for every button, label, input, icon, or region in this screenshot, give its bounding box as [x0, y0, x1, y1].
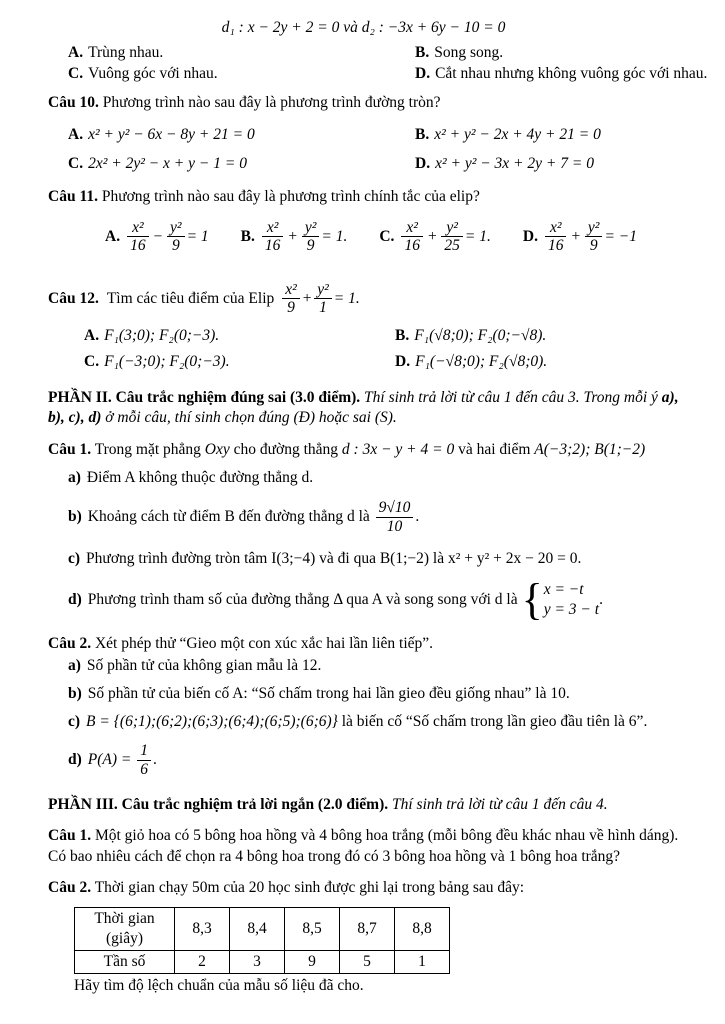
fraction [282, 281, 300, 318]
operator: + [287, 227, 298, 245]
denominator: 25 [444, 237, 460, 255]
option-d [415, 64, 707, 84]
part-2-instructions: Thí sinh trả lời từ câu 1 đến câu 3. Trong mỗi ý [360, 388, 662, 406]
option-letter: A. [68, 125, 84, 143]
part-2-question-2-item-c [48, 712, 679, 732]
question-label: Câu 12. [48, 289, 99, 307]
fraction [262, 219, 284, 256]
numerator: x² [262, 219, 284, 238]
system-lines [544, 580, 599, 619]
part-2-question-1-item-c [48, 549, 679, 569]
operator: − [152, 227, 164, 245]
part-3-heading [48, 795, 679, 815]
option-a [68, 125, 415, 145]
option-c [84, 352, 395, 372]
part-2-question-1-item-b [48, 496, 679, 540]
option-letter: B. [415, 44, 430, 62]
item-label: d) [68, 590, 82, 608]
option-a [84, 326, 395, 346]
option-letter: C. [379, 227, 395, 245]
question-9-options-row-2 [48, 64, 708, 84]
numerator: x² [401, 219, 423, 238]
part-2-question-2-item-a [48, 656, 679, 676]
option-text: Trùng nhau. [88, 44, 164, 62]
part-2-question-1-item-d [48, 576, 679, 624]
question-10-options-row-1 [48, 125, 679, 145]
option-c [68, 64, 415, 84]
denominator: 16 [130, 237, 146, 255]
numerator: y² [441, 219, 463, 238]
question-text: Trong mặt phẳng [94, 441, 205, 459]
option-math: F₁(3;0); F₂(0;−3). [104, 326, 220, 344]
part-2-title: PHẦN II. Câu trắc nghiệm đúng sai (3.0 điểm). [48, 388, 361, 406]
question-9-equations: d₁ : x − 2y + 2 = 0 và d₂ : −3x + 6y − 10 = 0 [221, 19, 506, 36]
numerator: 1 [137, 742, 151, 761]
equals: = 1. [333, 289, 360, 307]
equals: = 1 [186, 227, 209, 245]
question-text: Một giỏ hoa có 5 bông hoa hồng và 4 bông hoa trắng (mỗi bông đều khác nhau về hình dáng). Có bao nhiêu cách để chọn ra 4 bông hoa trong đó có 3 bông hoa hồng và 1 bông hoa trắng? [48, 827, 679, 865]
operator: + [301, 289, 313, 307]
denominator: 1 [319, 299, 327, 317]
numerator: x² [545, 219, 567, 238]
equals: = 1. [321, 227, 348, 245]
numerator: x² [282, 281, 300, 300]
table-cell: 9 [285, 951, 340, 974]
left-brace: { [521, 575, 543, 625]
question-text: cho đường thẳng [229, 441, 342, 459]
option-text: Song song. [434, 44, 504, 62]
question-2-footer: Hãy tìm độ lệch chuẩn của mẫu số liệu đã cho. [74, 977, 364, 995]
question-label: Câu 2. [48, 634, 92, 652]
part-2-question-1 [48, 440, 679, 460]
item-text-end: . [153, 751, 157, 769]
option-c [68, 154, 415, 174]
option-letter: C. [84, 352, 100, 370]
denominator: 9 [287, 299, 295, 317]
option-b [241, 219, 348, 256]
part-2-instructions-2: ở mỗi câu, thí sinh chọn đúng (Đ) hoặc sai (S). [101, 409, 397, 427]
part-2-question-2-item-d [48, 739, 679, 781]
numerator: y² [167, 219, 185, 238]
option-b [395, 326, 679, 346]
item-label: a) [68, 656, 81, 674]
option-math: F₁(−√8;0); F₂(√8;0). [415, 352, 548, 370]
question-label: Câu 2. [48, 878, 92, 896]
denominator: 9 [171, 237, 180, 255]
option-letter: B. [395, 326, 410, 344]
denominator: 16 [264, 237, 281, 255]
denominator: 6 [140, 760, 149, 778]
item-text-end: . [415, 508, 420, 526]
table-cell-header: Thời gian (giây) [75, 907, 175, 950]
table-cell: 3 [230, 951, 285, 974]
option-letter: D. [415, 154, 431, 172]
item-label: b) [68, 508, 82, 526]
table-row-frequency [75, 951, 450, 974]
denominator: 9 [306, 237, 315, 255]
part-2-question-1-item-a [48, 468, 679, 488]
equals: = 1. [464, 227, 491, 245]
option-text: Vuông góc với nhau. [88, 65, 218, 83]
item-label: d) [68, 751, 82, 769]
option-c [379, 219, 491, 256]
option-a [105, 219, 209, 256]
item-text-end: . [599, 590, 603, 608]
numerator: 9√10 [376, 499, 414, 518]
option-letter: C. [68, 154, 84, 172]
question-label: Câu 1. [48, 827, 92, 845]
fraction [401, 219, 423, 256]
item-label: a) [68, 469, 81, 487]
option-letter: D. [415, 65, 431, 83]
item-text: là biến cố “Số chấm trong lần gieo đầu tiên là 6”. [337, 713, 648, 731]
part-2-question-2 [48, 634, 679, 654]
math-text: Oxy [204, 441, 230, 459]
table-cell: 8,8 [395, 907, 450, 950]
numerator: y² [585, 219, 603, 238]
item-text: Khoảng cách từ điểm B đến đường thẳng d là [87, 508, 370, 526]
question-label: Câu 11. [48, 187, 98, 205]
part-3-instructions: Thí sinh trả lời từ câu 1 đến câu 4. [388, 796, 608, 814]
table-cell-header: Tần số [75, 951, 175, 974]
part-2-item-letters: a), b), c), d) [48, 388, 679, 427]
option-letter: D. [522, 227, 538, 245]
item-text: Phương trình tham số của đường thẳng Δ qua A và song song với d là [87, 590, 518, 608]
system-line-2: y = 3 − t [543, 600, 600, 618]
fraction [545, 219, 567, 256]
question-12-options-row-1 [48, 323, 679, 349]
option-text: Cắt nhau nhưng không vuông góc với nhau. [435, 65, 708, 83]
item-text: Điểm A không thuộc đường thẳng d. [86, 469, 314, 487]
numerator: y² [314, 281, 332, 300]
option-d [523, 219, 637, 256]
question-12 [48, 277, 679, 321]
equals: = −1 [604, 227, 637, 245]
option-letter: A. [84, 326, 100, 344]
operator: + [426, 227, 438, 245]
option-d [415, 154, 679, 174]
option-letter: A. [68, 44, 84, 62]
fraction [137, 742, 151, 779]
question-text: Thời gian chạy 50m của 20 học sinh được ghi lại trong bảng sau đây: [94, 878, 525, 896]
fraction [167, 219, 185, 256]
question-label: Câu 1. [48, 441, 92, 459]
option-d [395, 352, 679, 372]
part-3-title: PHẦN III. Câu trắc nghiệm trả lời ngắn (2.0 điểm). [48, 796, 389, 814]
fraction [314, 281, 332, 318]
option-math: F₁(−3;0); F₂(0;−3). [104, 352, 230, 370]
math-text: d : 3x − y + 4 = 0 [341, 441, 455, 459]
denominator: 16 [404, 237, 420, 255]
option-letter: B. [415, 125, 430, 143]
option-math: x² + y² − 6x − 8y + 21 = 0 [88, 125, 255, 143]
part-3-question-1 [48, 826, 679, 866]
fraction [441, 219, 463, 256]
question-10-options-row-2 [48, 154, 679, 174]
table-cell: 5 [340, 951, 395, 974]
option-math: 2x² + 2y² − x + y − 1 = 0 [88, 154, 247, 172]
option-b [415, 125, 679, 145]
part-3-question-2 [48, 878, 679, 898]
numerator: x² [127, 219, 149, 238]
table-row-time [75, 907, 450, 950]
question-12-options-row-2 [48, 349, 679, 375]
fraction [127, 219, 149, 256]
math-text: P(A) = [87, 751, 132, 769]
option-letter: B. [240, 227, 255, 245]
option-a [68, 43, 415, 63]
system-line-1: x = −t [543, 581, 584, 599]
item-text: Số phần tử của không gian mẫu là 12. [86, 656, 322, 674]
question-text: Xét phép thử “Gieo một con xúc xắc hai lần liên tiếp”. [94, 634, 434, 652]
fraction [302, 219, 320, 256]
operator: + [570, 227, 581, 245]
question-text: Tìm các tiêu điểm của Elip [106, 289, 275, 307]
table-cell: 8,7 [340, 907, 395, 950]
frequency-table [74, 907, 450, 974]
option-letter: D. [395, 352, 411, 370]
option-math: F₁(√8;0); F₂(0;−√8). [414, 326, 547, 344]
question-11-options [48, 214, 679, 260]
table-cell: 8,5 [285, 907, 340, 950]
fraction [585, 219, 603, 256]
question-11 [48, 187, 679, 207]
option-math: x² + y² − 3x + 2y + 7 = 0 [435, 154, 594, 172]
item-label: c) [68, 549, 81, 567]
math-text: B = {(6;1);(6;2);(6;3);(6;4);(6;5);(6;6)} [86, 713, 338, 731]
question-10 [48, 93, 679, 113]
question-label: Câu 10. [48, 94, 99, 112]
denominator: 10 [386, 518, 403, 536]
table-cell: 1 [395, 951, 450, 974]
item-label: c) [68, 713, 81, 731]
numerator: y² [302, 219, 320, 238]
table-cell: 8,3 [175, 907, 230, 950]
part-2-question-2-item-b [48, 684, 679, 704]
math-text: A(−3;2); B(1;−2) [534, 441, 646, 459]
item-label: b) [68, 684, 82, 702]
item-text: Số phần tử của biến cố A: “Số chấm trong hai lần gieo đều giống nhau” là 10. [87, 684, 570, 702]
question-text: Phương trình nào sau đây là phương trình đường tròn? [102, 94, 441, 112]
equation-system [521, 575, 600, 625]
question-text: Phương trình nào sau đây là phương trình chính tắc của elip? [101, 187, 480, 205]
option-b [415, 43, 679, 63]
part-2-heading [48, 388, 679, 428]
option-letter: A. [105, 227, 121, 245]
table-cell: 2 [175, 951, 230, 974]
question-9-options-row-1 [48, 43, 679, 63]
fraction [376, 499, 414, 536]
question-text: và hai điểm [454, 441, 535, 459]
denominator: 9 [589, 237, 598, 255]
option-letter: C. [68, 65, 84, 83]
item-text: Phương trình đường tròn tâm I(3;−4) và đi qua B(1;−2) là x² + y² + 2x − 20 = 0. [86, 549, 582, 567]
option-math: x² + y² − 2x + 4y + 21 = 0 [434, 125, 601, 143]
denominator: 16 [547, 237, 564, 255]
table-cell: 8,4 [230, 907, 285, 950]
